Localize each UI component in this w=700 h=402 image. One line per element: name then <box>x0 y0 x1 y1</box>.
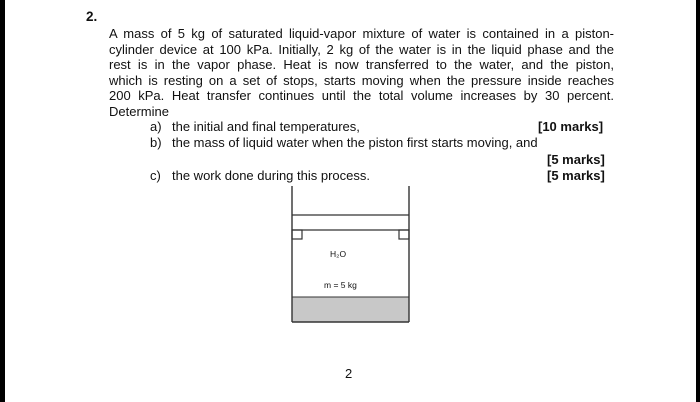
question-line: Determine <box>109 103 169 119</box>
right-border <box>696 0 700 402</box>
part-a-text: the initial and final temperatures, <box>172 119 360 134</box>
question-line: 200 kPa. Heat transfer continues until the total volume increases by 30 percent. <box>109 88 614 103</box>
part-a-marks: [10 marks] <box>538 119 604 134</box>
right-stop <box>399 230 409 239</box>
substance-label: H₂O <box>330 249 347 259</box>
left-border <box>0 0 5 402</box>
question-number: 2. <box>86 9 98 24</box>
part-b-marks: [5 marks] <box>547 152 605 167</box>
question-line: cylinder device at 100 kPa. Initially, 2 kg of the water is in the liquid phase and the <box>109 41 614 57</box>
piston-cylinder-diagram <box>279 186 419 333</box>
page-number: 2 <box>345 366 353 381</box>
piston-cylinder-drawing <box>279 186 419 328</box>
part-b-text: the mass of liquid water when the piston first starts moving, and <box>172 135 538 150</box>
question-line: rest is in the vapor phase. Heat is now transferred to the water, and the piston, <box>109 57 614 72</box>
question-line: A mass of 5 kg of saturated liquid-vapor mixture of water is contained in a piston- <box>109 26 614 41</box>
mass-label: m = 5 kg <box>324 280 357 290</box>
liquid-water-layer <box>292 297 409 322</box>
question-text <box>109 26 614 119</box>
part-c-label: c) <box>150 168 161 183</box>
question-line: which is resting on a set of stops, starts moving when the pressure inside reaches <box>109 72 614 88</box>
part-c-text: the work done during this process. <box>172 168 370 183</box>
part-b-label: b) <box>150 135 162 150</box>
left-stop <box>292 230 302 239</box>
part-c-marks: [5 marks] <box>547 168 605 183</box>
part-a-label: a) <box>150 119 162 134</box>
